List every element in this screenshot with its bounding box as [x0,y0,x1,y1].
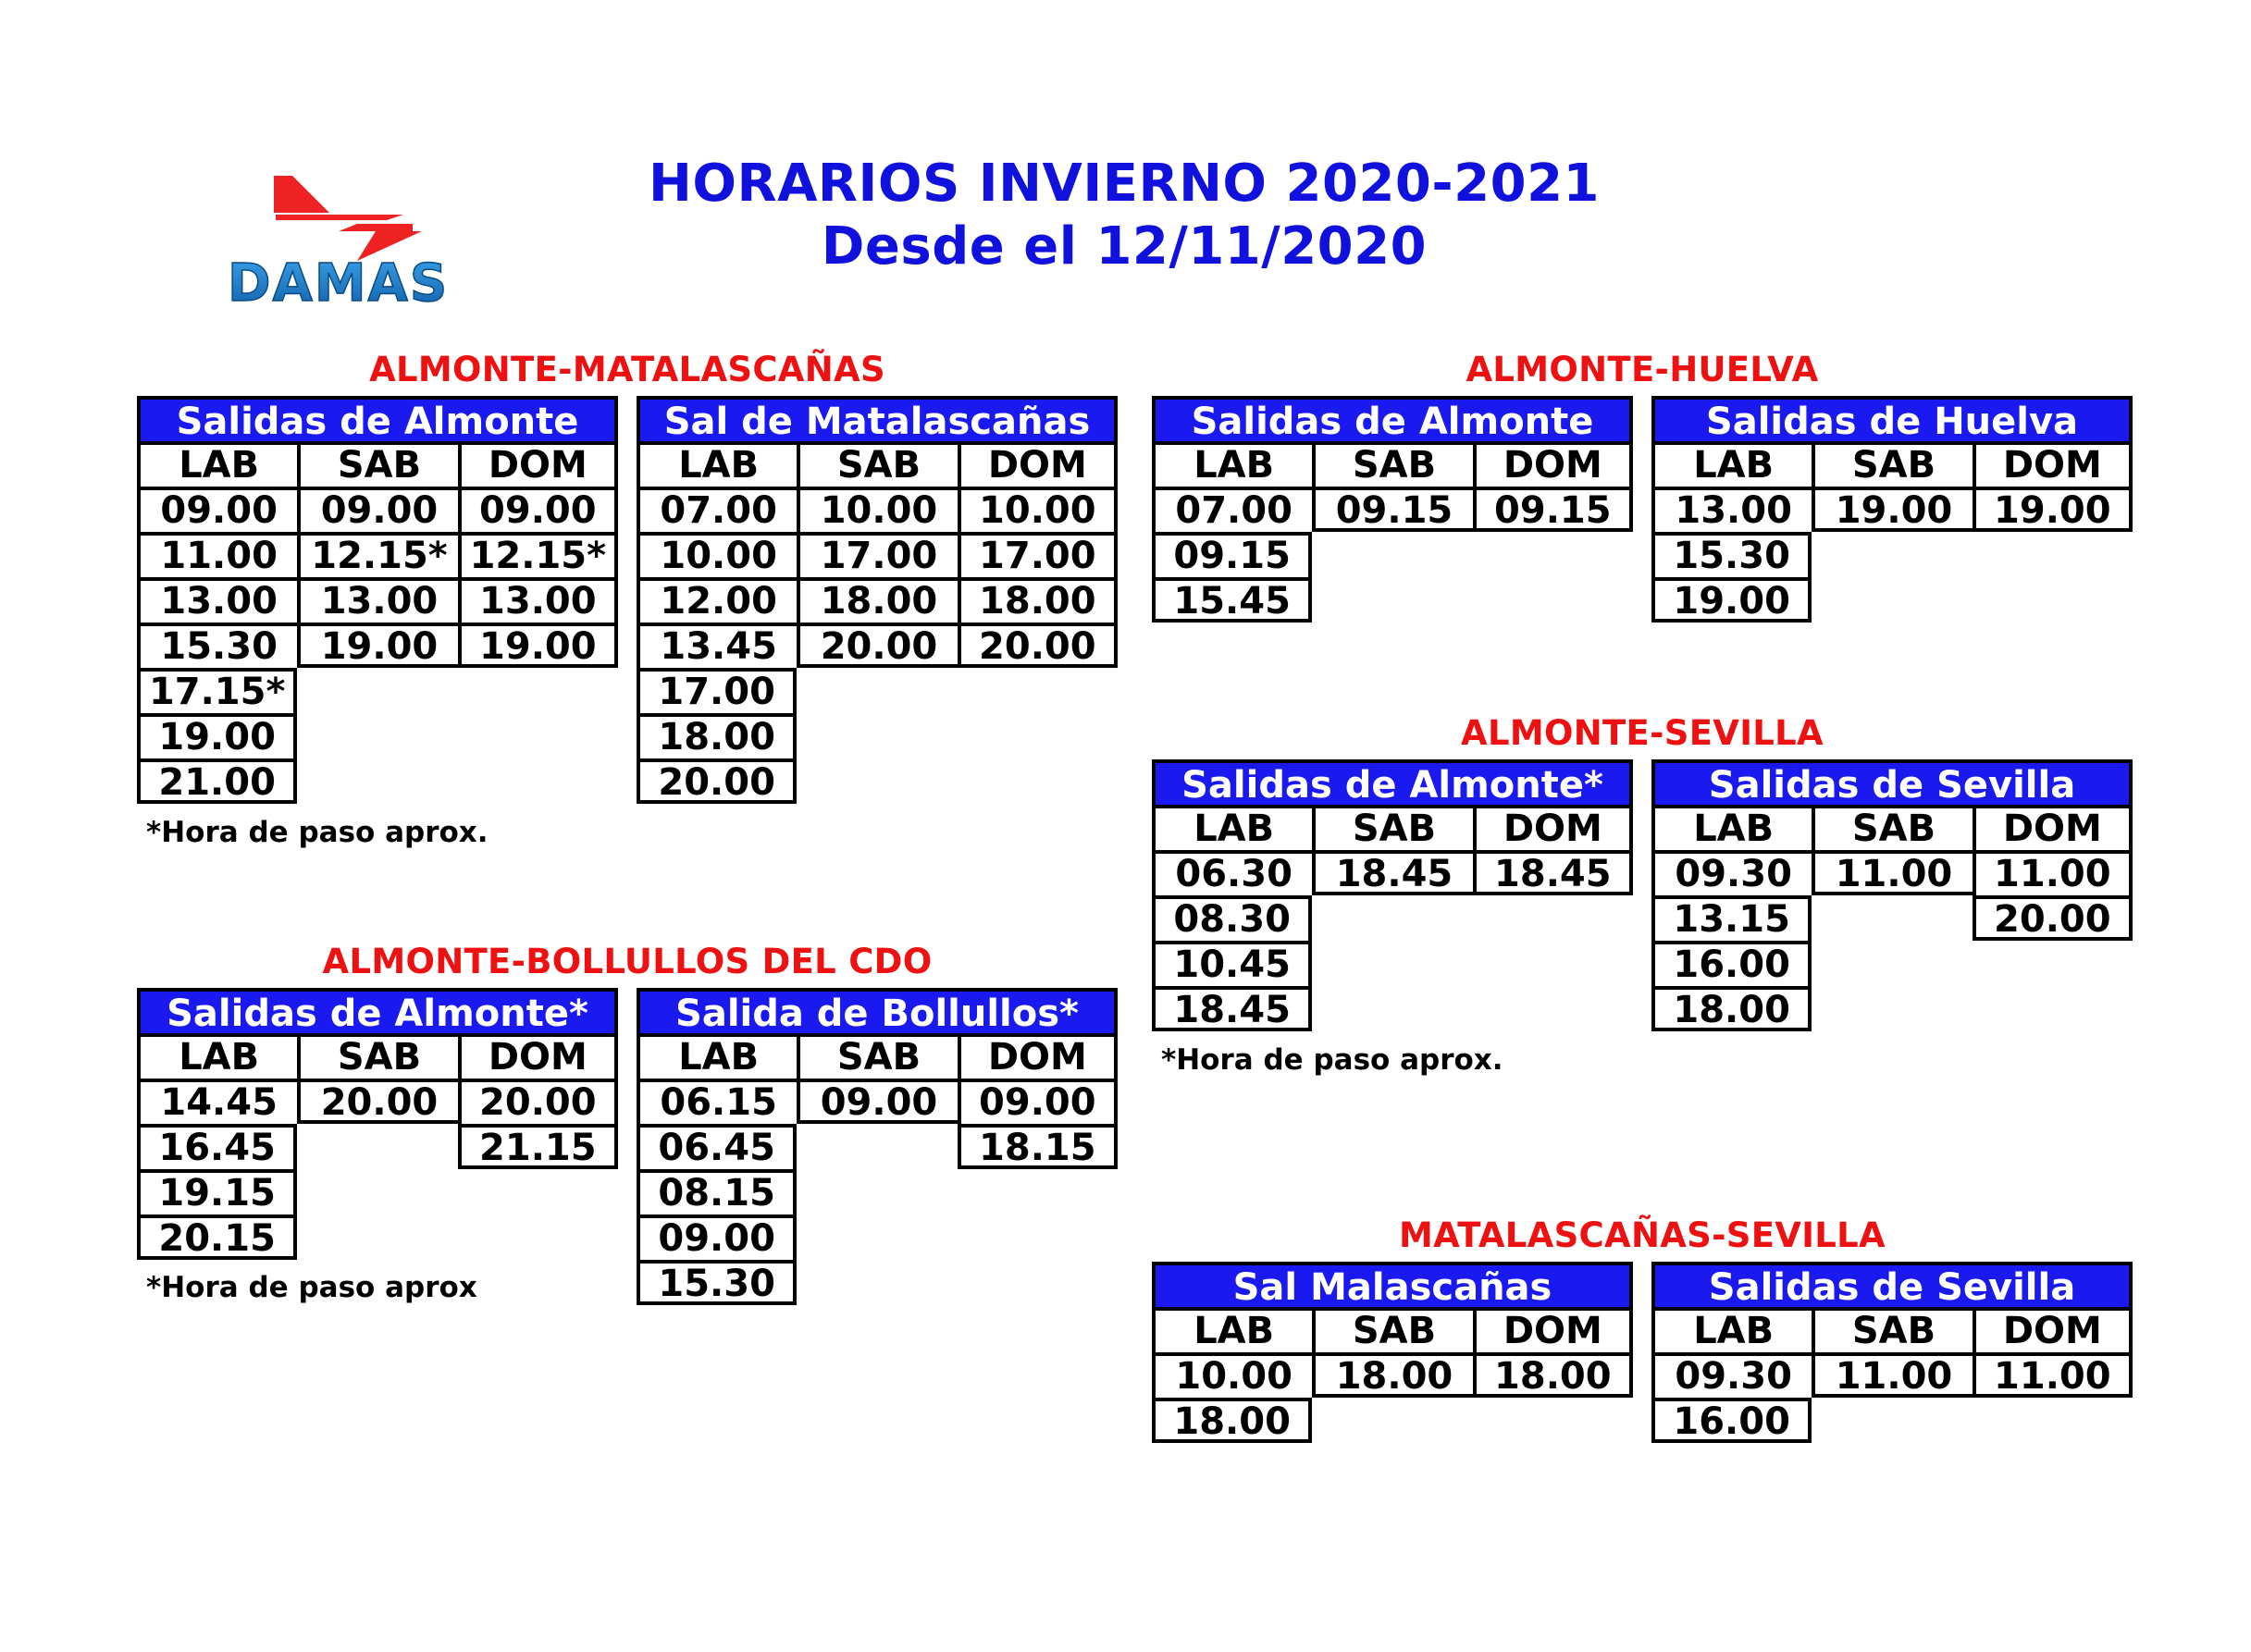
table-cell: 08.30 [1152,895,1312,941]
table-cell [1973,577,2133,623]
bus-arrows-icon [218,157,477,314]
table-cell: 09.15 [1152,532,1312,577]
table-cell: 19.00 [1651,577,1812,623]
table-cell: SAB [297,1033,457,1079]
table-cell [797,1260,957,1305]
table-cell: 13.00 [137,577,297,623]
table-cell: 09.15 [1312,487,1472,532]
table-row [1651,487,2133,532]
table-header: Salidas de Sevilla [1651,1262,2133,1307]
table-cell: 18.00 [1312,1352,1472,1398]
table-row [1152,1398,1633,1443]
table-cell: SAB [797,441,957,487]
table-row [137,1214,618,1260]
table-row [1152,577,1633,623]
timetable [1651,396,2133,623]
table-cell: DOM [1473,1307,1633,1352]
table-cell: 15.30 [1651,532,1812,577]
table-cell: SAB [797,1033,957,1079]
table-cell: 18.45 [1312,850,1472,895]
table-cell: 11.00 [137,532,297,577]
table-row [137,487,618,532]
table-cell [1312,941,1472,986]
table-cell: 09.00 [458,487,618,532]
footnote: *Hora de paso aprox [146,1271,477,1304]
table-cell [297,1124,457,1169]
damas-logo [218,157,477,314]
footnote: *Hora de paso aprox. [1161,1043,1503,1077]
timetable [1651,759,2133,1031]
table-row [637,623,1118,668]
table-row [637,1079,1118,1124]
table-cell [1312,532,1472,577]
table-row [137,1033,618,1079]
page-subtitle: Desde el 12/11/2020 [821,216,1428,277]
table-cell: 18.00 [958,577,1118,623]
table-row [637,441,1118,487]
table-cell: 10.00 [958,487,1118,532]
table-cell: LAB [637,441,797,487]
table-cell: 13.45 [637,623,797,668]
table-cell [1973,941,2133,986]
table-cell: 09.30 [1651,850,1812,895]
table-cell: 16.00 [1651,1398,1812,1443]
table-cell [297,758,457,804]
table-row [637,713,1118,758]
table-cell: 19.00 [297,623,457,668]
table-cell: 13.00 [458,577,618,623]
table-row [137,623,618,668]
table-cell: 17.00 [958,532,1118,577]
table-cell: LAB [1651,805,1812,850]
table-cell: SAB [1812,1307,1972,1352]
table-row [637,1124,1118,1169]
table-cell [1812,986,1972,1031]
table-cell: 18.15 [958,1124,1118,1169]
table-row [1651,850,2133,895]
route-title-almonte-matalascanas: ALMONTE-MATALASCAÑAS [369,350,885,389]
table-cell [1812,577,1972,623]
table-cell [458,1214,618,1260]
table-cell [797,668,957,713]
table-cell: 16.45 [137,1124,297,1169]
table-cell: LAB [137,441,297,487]
table-cell: 17.15* [137,668,297,713]
table-cell [1473,895,1633,941]
table-cell [297,1169,457,1214]
table-cell [1973,1398,2133,1443]
table-cell: 18.00 [797,577,957,623]
table-cell: 15.30 [637,1260,797,1305]
timetable [137,988,618,1260]
table-cell: LAB [1152,441,1312,487]
table-cell: 20.00 [797,623,957,668]
table-header: Salidas de Almonte* [1152,759,1633,805]
table-row [137,1169,618,1214]
table-cell: 19.00 [1973,487,2133,532]
table-cell [1473,532,1633,577]
table-cell: DOM [958,441,1118,487]
table-cell: 18.45 [1152,986,1312,1031]
table-cell: 19.00 [137,713,297,758]
table-cell: 09.00 [637,1214,797,1260]
table-row [637,532,1118,577]
table-cell: 11.00 [1812,1352,1972,1398]
table-row [637,668,1118,713]
table-cell [1312,1398,1472,1443]
table-cell: 20.00 [1973,895,2133,941]
timetable [1152,396,1633,623]
table-cell [958,1260,1118,1305]
table-cell: LAB [637,1033,797,1079]
table-row [1152,895,1633,941]
table-cell: LAB [1651,441,1812,487]
table-header: Salidas de Sevilla [1651,759,2133,805]
table-cell: 19.00 [1812,487,1972,532]
table-cell: 09.00 [797,1079,957,1124]
table-cell [958,1169,1118,1214]
table-cell: DOM [1473,805,1633,850]
table-cell: 17.00 [797,532,957,577]
table-row [137,441,618,487]
table-row [1152,850,1633,895]
table-cell [297,1214,457,1260]
table-cell: 09.30 [1651,1352,1812,1398]
table-row [1152,941,1633,986]
table-cell [1812,895,1972,941]
table-row [137,1124,618,1169]
table-cell: 09.15 [1473,487,1633,532]
table-cell: 15.45 [1152,577,1312,623]
table-row [1152,1352,1633,1398]
page-title: HORARIOS INVIERNO 2020-2021 [648,154,1600,214]
table-cell: 12.15* [297,532,457,577]
timetable [637,396,1118,804]
table-cell: LAB [1651,1307,1812,1352]
table-cell [958,1214,1118,1260]
table-cell: SAB [1312,805,1472,850]
table-row [637,487,1118,532]
table-row [637,1033,1118,1079]
table-cell: SAB [1312,441,1472,487]
table-row [1152,805,1633,850]
table-cell: 20.00 [637,758,797,804]
table-row [1651,1398,2133,1443]
table-cell [1473,986,1633,1031]
table-row [637,577,1118,623]
table-cell: DOM [1973,1307,2133,1352]
table-cell: 07.00 [637,487,797,532]
table-cell: 11.00 [1973,1352,2133,1398]
table-cell: 07.00 [1152,487,1312,532]
table-cell [797,713,957,758]
table-cell: DOM [458,1033,618,1079]
table-cell: 10.00 [1152,1352,1312,1398]
table-cell [797,1124,957,1169]
table-cell: 20.00 [297,1079,457,1124]
table-cell: 11.00 [1973,850,2133,895]
table-cell [1812,532,1972,577]
table-cell: 14.45 [137,1079,297,1124]
table-cell: 16.00 [1651,941,1812,986]
table-cell: 15.30 [137,623,297,668]
table-row [1152,441,1633,487]
table-cell: DOM [458,441,618,487]
table-cell: 17.00 [637,668,797,713]
table-header: Sal de Matalascañas [637,396,1118,441]
route-title-matalascanas-sevilla: MATALASCAÑAS-SEVILLA [1399,1215,1886,1255]
route-title-almonte-sevilla: ALMONTE-SEVILLA [1461,713,1824,753]
table-cell: 18.45 [1473,850,1633,895]
table-cell: DOM [1973,441,2133,487]
table-cell [458,668,618,713]
table-cell [958,668,1118,713]
table-row [1152,532,1633,577]
table-cell: DOM [1973,805,2133,850]
table-cell: 06.30 [1152,850,1312,895]
table-cell: 18.00 [637,713,797,758]
table-row [637,1260,1118,1305]
table-header: Salidas de Almonte [1152,396,1633,441]
table-cell: 20.00 [958,623,1118,668]
table-cell: 11.00 [1812,850,1972,895]
table-cell [1473,1398,1633,1443]
table-cell [458,1169,618,1214]
table-row [137,713,618,758]
table-cell: 13.00 [297,577,457,623]
table-cell [1312,895,1472,941]
table-cell [1812,1398,1972,1443]
table-cell: 12.15* [458,532,618,577]
logo-text: DAMAS [228,253,450,314]
table-row [1651,532,2133,577]
table-header: Sal Malascañas [1152,1262,1633,1307]
table-cell: LAB [1152,805,1312,850]
table-row [637,1214,1118,1260]
table-row [1651,805,2133,850]
table-cell: 18.00 [1473,1352,1633,1398]
table-cell: DOM [1473,441,1633,487]
table-cell: 18.00 [1651,986,1812,1031]
timetable [137,396,618,804]
table-cell: 09.00 [297,487,457,532]
table-cell: 10.45 [1152,941,1312,986]
table-cell: DOM [958,1033,1118,1079]
footnote: *Hora de paso aprox. [146,816,489,849]
table-row [1651,441,2133,487]
timetable [637,988,1118,1305]
table-cell [1473,941,1633,986]
table-row [1651,1352,2133,1398]
table-cell: 21.15 [458,1124,618,1169]
table-row [1651,986,2133,1031]
table-cell [1973,986,2133,1031]
table-cell [297,713,457,758]
table-row [1152,1307,1633,1352]
route-title-almonte-bollullos: ALMONTE-BOLLULLOS DEL CDO [322,942,933,981]
table-cell: 06.45 [637,1124,797,1169]
table-cell: SAB [1312,1307,1472,1352]
table-row [1152,487,1633,532]
timetable [1651,1262,2133,1443]
table-row [137,668,618,713]
table-cell: SAB [1812,441,1972,487]
table-cell: 20.00 [458,1079,618,1124]
table-row [1651,895,2133,941]
table-cell [458,713,618,758]
table-cell: 18.00 [1152,1398,1312,1443]
table-cell: 09.00 [137,487,297,532]
table-cell [797,1169,957,1214]
table-cell [458,758,618,804]
table-row [137,577,618,623]
table-cell: 08.15 [637,1169,797,1214]
table-cell: 19.00 [458,623,618,668]
table-row [137,758,618,804]
table-cell: 21.00 [137,758,297,804]
table-cell [1973,532,2133,577]
table-header: Salidas de Huelva [1651,396,2133,441]
table-row [137,1079,618,1124]
table-cell: LAB [1152,1307,1312,1352]
table-cell [958,713,1118,758]
table-row [637,758,1118,804]
table-cell: 19.15 [137,1169,297,1214]
table-cell: 10.00 [797,487,957,532]
table-row [1152,986,1633,1031]
table-cell: 09.00 [958,1079,1118,1124]
timetable [1152,1262,1633,1443]
table-cell: 06.15 [637,1079,797,1124]
table-row [137,532,618,577]
table-cell [1812,941,1972,986]
table-cell: 10.00 [637,532,797,577]
table-cell [297,668,457,713]
table-header: Salida de Bollullos* [637,988,1118,1033]
table-row [1651,577,2133,623]
table-cell [797,758,957,804]
table-cell [958,758,1118,804]
table-cell: 20.15 [137,1214,297,1260]
table-cell: LAB [137,1033,297,1079]
table-cell [1312,577,1472,623]
table-row [637,1169,1118,1214]
table-row [1651,1307,2133,1352]
table-cell: 13.15 [1651,895,1812,941]
table-cell: SAB [297,441,457,487]
table-header: Salidas de Almonte* [137,988,618,1033]
table-cell: 13.00 [1651,487,1812,532]
table-header: Salidas de Almonte [137,396,618,441]
table-cell [1473,577,1633,623]
table-cell [797,1214,957,1260]
table-cell: 12.00 [637,577,797,623]
route-title-almonte-huelva: ALMONTE-HUELVA [1466,350,1819,389]
timetable [1152,759,1633,1031]
table-row [1651,941,2133,986]
table-cell [1312,986,1472,1031]
table-cell: SAB [1812,805,1972,850]
